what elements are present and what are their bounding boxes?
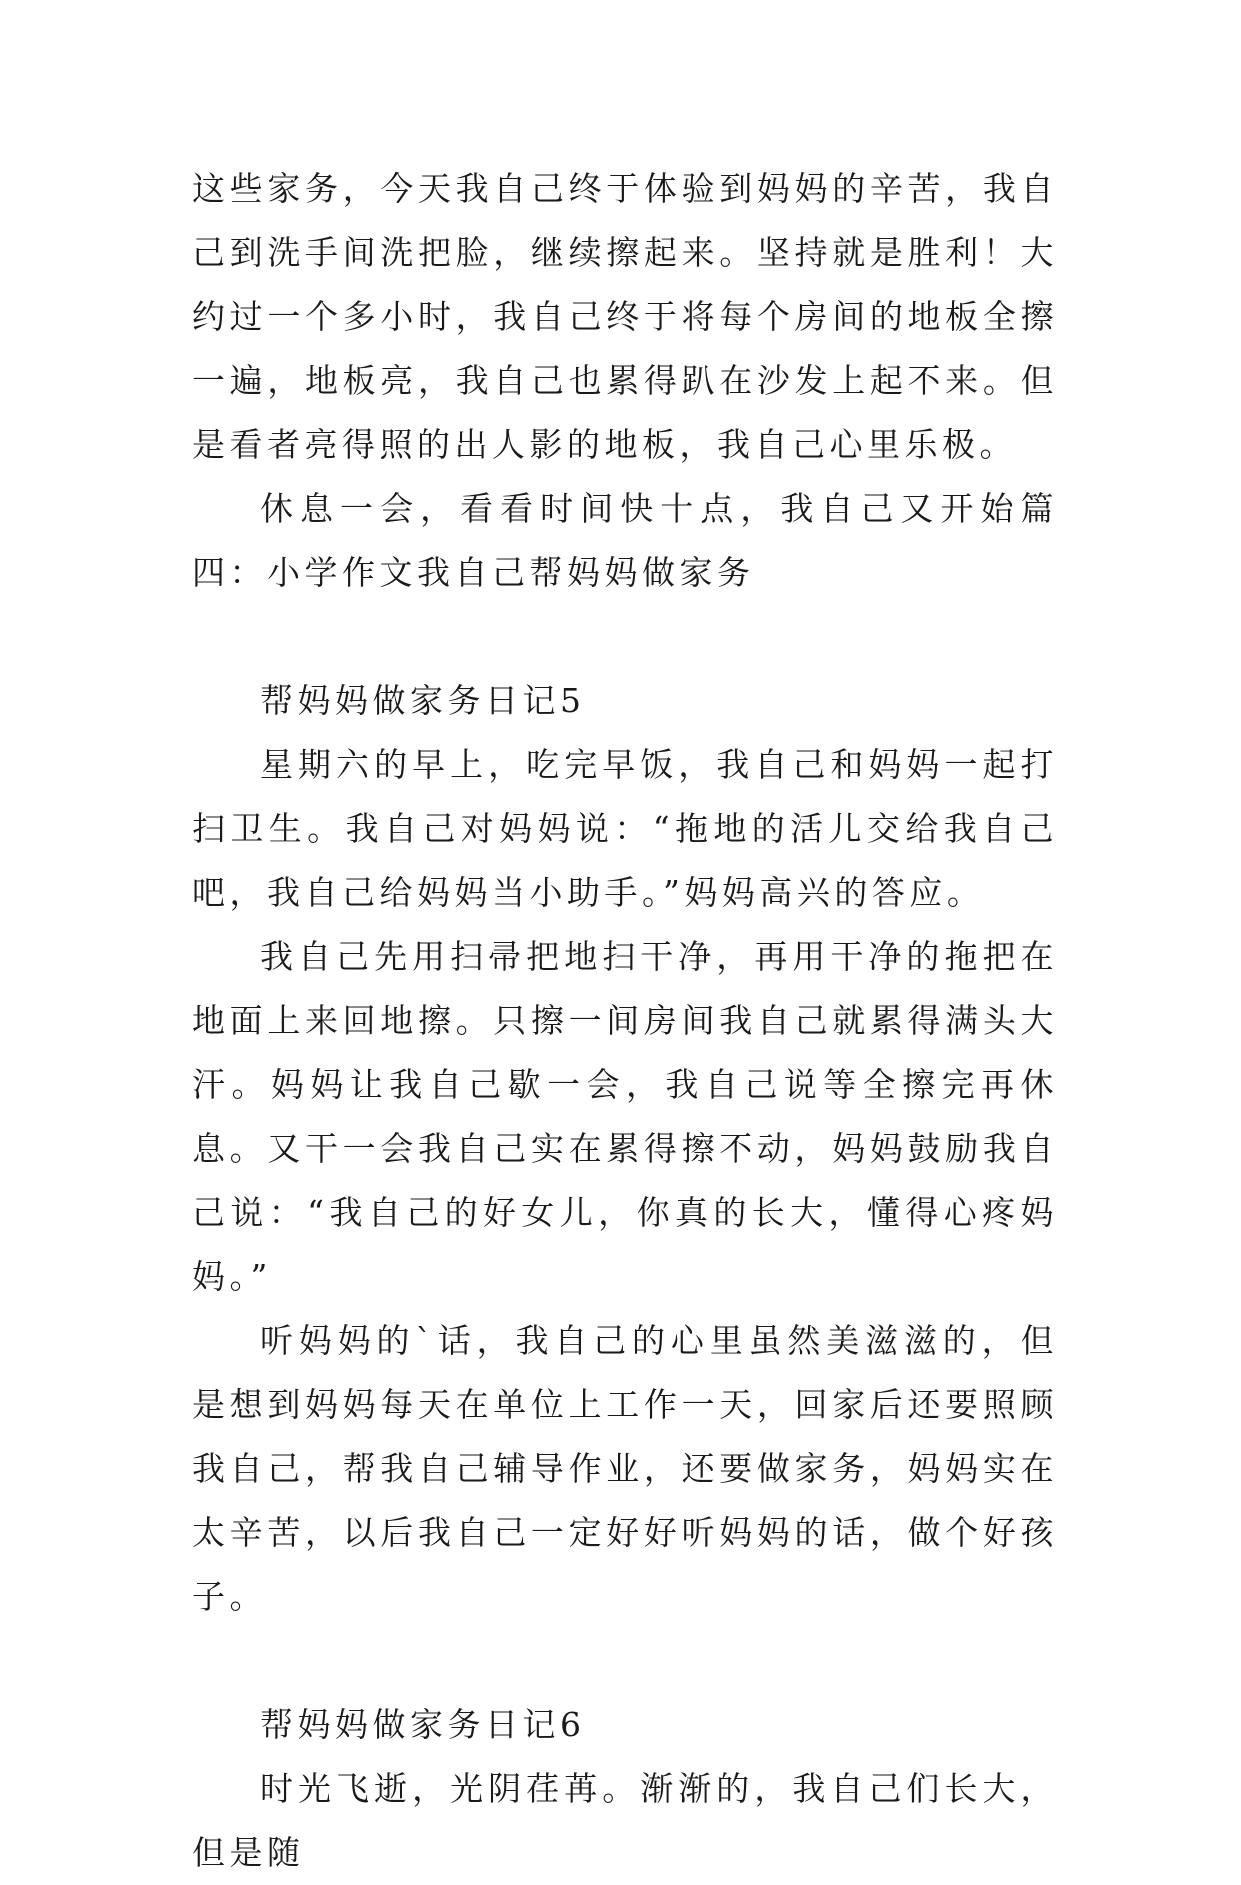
document-body	[192, 157, 1058, 1885]
section-gap	[192, 605, 1058, 669]
paragraph: 休息一会，看看时间快十点，我自己又开始篇四：小学作文我自己帮妈妈做家务	[192, 489, 1058, 592]
paragraph-continued: 这些家务，今天我自己终于体验到妈妈的辛苦，我自己到洗手间洗把脸，继续擦起来。坚持就是胜利！大约过一个多小时，我自己终于将每个房间的地板全擦一遍，地板亮，我自己也累得趴在沙发上起不来。但是看者亮得照的出人影的地板，我自己心里乐极。	[192, 169, 1058, 464]
section-heading: 帮妈妈做家务日记5	[260, 681, 586, 720]
paragraph: 听妈妈的`话，我自己的心里虽然美滋滋的，但是想到妈妈每天在单位上工作一天，回家后还要照顾我自己，帮我自己辅导作业，还要做家务，妈妈实在太辛苦，以后我自己一定好好听妈妈的话，做个好孩子。	[192, 1321, 1058, 1616]
section-gap	[192, 1629, 1058, 1693]
section-heading: 帮妈妈做家务日记6	[260, 1705, 586, 1744]
paragraph: 星期六的早上，吃完早饭，我自己和妈妈一起打扫卫生。我自己对妈妈说：“拖地的活儿交给我自己吧，我自己给妈妈当小助手。”妈妈高兴的答应。	[192, 745, 1058, 912]
paragraph: 时光飞逝，光阴荏苒。渐渐的，我自己们长大，但是随	[192, 1769, 1058, 1872]
paragraph: 我自己先用扫帚把地扫干净，再用干净的拖把在地面上来回地擦。只擦一间房间我自己就累得满头大汗。妈妈让我自己歇一会，我自己说等全擦完再休息。又干一会我自己实在累得擦不动，妈妈鼓励我自己说：“我自己的好女儿，你真的长大，懂得心疼妈妈。”	[192, 937, 1058, 1296]
